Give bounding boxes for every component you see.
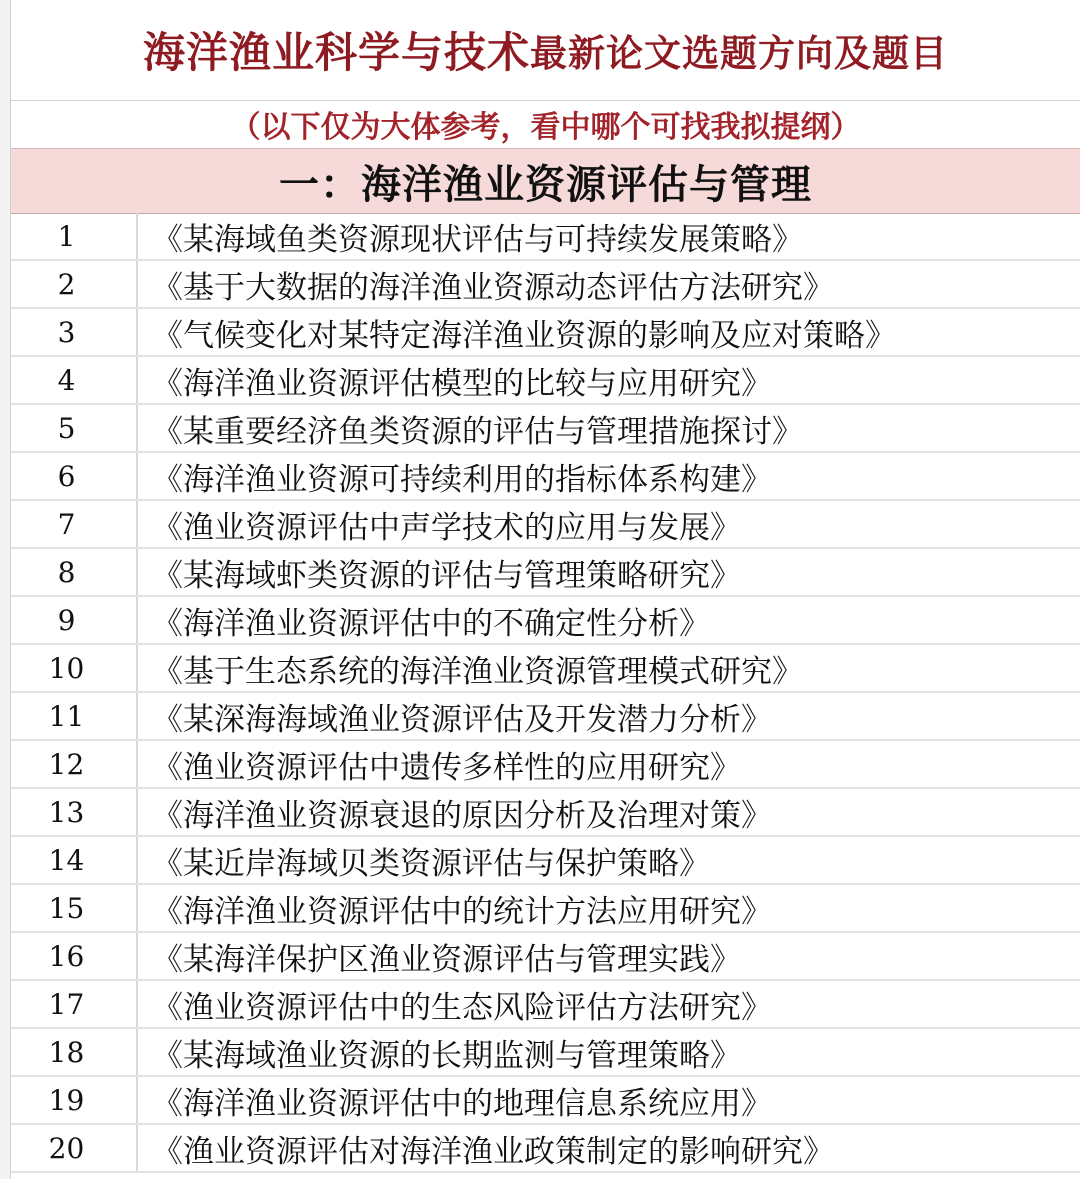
table-row[interactable] — [11, 789, 1080, 837]
topic-title: 《海洋渔业资源评估模型的比较与应用研究》 — [152, 365, 772, 402]
table-row[interactable] — [11, 837, 1080, 885]
topic-title: 《海洋渔业资源衰退的原因分析及治理对策》 — [152, 797, 772, 834]
table-row[interactable] — [11, 261, 1080, 309]
table-row[interactable] — [11, 933, 1080, 981]
row-number: 10 — [11, 645, 138, 691]
table-row[interactable] — [11, 405, 1080, 453]
topic-title: 《某海洋保护区渔业资源评估与管理实践》 — [152, 941, 741, 978]
table-row[interactable] — [11, 1077, 1080, 1125]
topic-table — [11, 213, 1080, 1173]
row-number: 12 — [11, 741, 138, 787]
table-row[interactable] — [11, 693, 1080, 741]
topic-title: 《海洋渔业资源评估中的统计方法应用研究》 — [152, 893, 772, 930]
table-row[interactable] — [11, 645, 1080, 693]
table-row[interactable] — [11, 501, 1080, 549]
topic-title: 《某重要经济鱼类资源的评估与管理措施探讨》 — [152, 413, 803, 450]
row-number: 19 — [11, 1077, 138, 1123]
topic-title: 《渔业资源评估中的生态风险评估方法研究》 — [152, 989, 772, 1026]
table-row[interactable] — [11, 453, 1080, 501]
row-number: 11 — [11, 693, 138, 739]
table-row[interactable] — [11, 1029, 1080, 1077]
topic-title: 《海洋渔业资源评估中的不确定性分析》 — [152, 605, 710, 642]
row-number: 13 — [11, 789, 138, 835]
table-row[interactable] — [11, 213, 1080, 261]
topic-title: 《某近岸海域贝类资源评估与保护策略》 — [152, 845, 710, 882]
topic-title: 《某海域渔业资源的长期监测与管理策略》 — [152, 1037, 741, 1074]
row-number: 3 — [11, 309, 138, 355]
page-title — [11, 0, 1080, 101]
topic-title: 《气候变化对某特定海洋渔业资源的影响及应对策略》 — [152, 317, 896, 354]
row-number: 8 — [11, 549, 138, 595]
topic-title: 《基于生态系统的海洋渔业资源管理模式研究》 — [152, 653, 803, 690]
topic-title: 《海洋渔业资源评估中的地理信息系统应用》 — [152, 1085, 772, 1122]
row-number: 15 — [11, 885, 138, 931]
row-number: 14 — [11, 837, 138, 883]
topic-title: 《某深海海域渔业资源评估及开发潜力分析》 — [152, 701, 772, 738]
row-number: 16 — [11, 933, 138, 979]
row-number: 5 — [11, 405, 138, 451]
row-number: 7 — [11, 501, 138, 547]
row-number: 20 — [11, 1125, 138, 1171]
row-header-strip — [0, 0, 11, 1179]
row-number: 6 — [11, 453, 138, 499]
row-number: 17 — [11, 981, 138, 1027]
topic-title: 《渔业资源评估对海洋渔业政策制定的影响研究》 — [152, 1133, 834, 1170]
table-row[interactable] — [11, 597, 1080, 645]
topic-title: 《渔业资源评估中声学技术的应用与发展》 — [152, 509, 741, 546]
section-heading: 一：海洋渔业资源评估与管理 — [11, 148, 1080, 214]
row-number: 9 — [11, 597, 138, 643]
topic-title: 《海洋渔业资源可持续利用的指标体系构建》 — [152, 461, 772, 498]
topic-title: 《基于大数据的海洋渔业资源动态评估方法研究》 — [152, 269, 834, 306]
table-row[interactable] — [11, 981, 1080, 1029]
topic-title: 《某海域虾类资源的评估与管理策略研究》 — [152, 557, 741, 594]
title-main: 海洋渔业科学与技术 — [142, 28, 530, 77]
table-row[interactable] — [11, 1125, 1080, 1173]
table-row[interactable] — [11, 549, 1080, 597]
row-number: 1 — [11, 213, 138, 259]
topic-title: 《某海域鱼类资源现状评估与可持续发展策略》 — [152, 221, 803, 258]
title-sub: 最新论文选题方向及题目 — [530, 32, 948, 75]
topic-title: 《渔业资源评估中遗传多样性的应用研究》 — [152, 749, 741, 786]
row-number: 2 — [11, 261, 138, 307]
reference-note: （以下仅为大体参考，看中哪个可找我拟提纲） — [11, 100, 1080, 149]
row-number: 4 — [11, 357, 138, 403]
table-row[interactable] — [11, 741, 1080, 789]
row-number: 18 — [11, 1029, 138, 1075]
table-row[interactable] — [11, 309, 1080, 357]
table-row[interactable] — [11, 357, 1080, 405]
table-row[interactable] — [11, 885, 1080, 933]
